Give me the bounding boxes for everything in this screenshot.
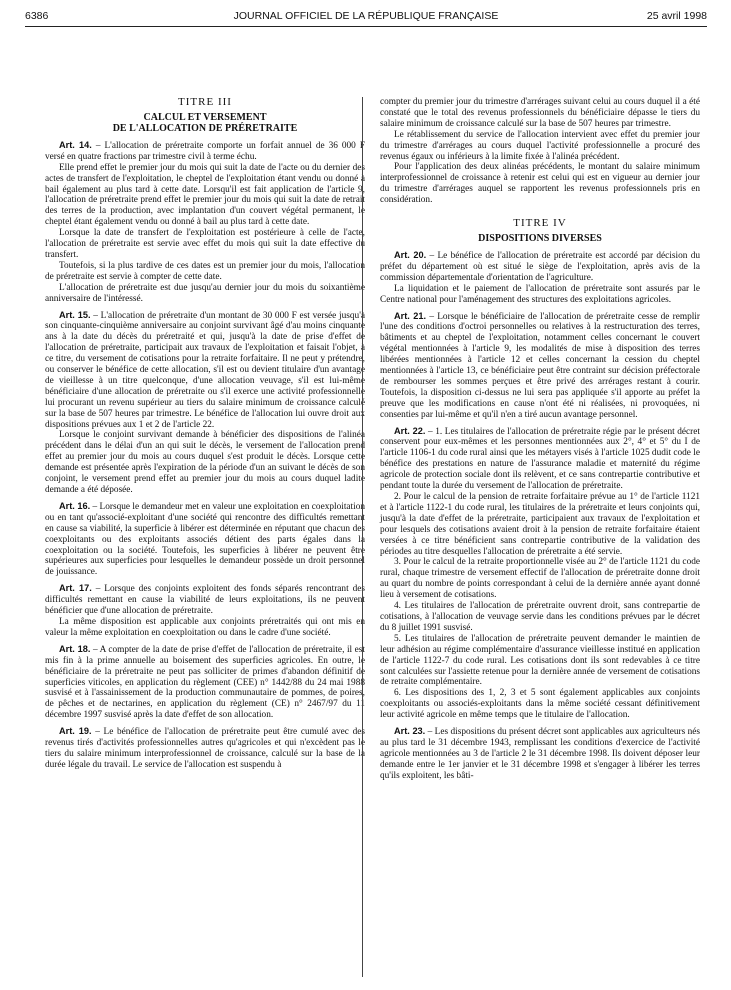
paragraph: 5. Les titulaires de l'allocation de préretraite peuvent demander le maintien de leur adhésion au régime complémentaire d'assurance vieillesse institué en application de l'article 1122-7 du code rural. Les cotisations dont ils sont redevables à ce titre sont calculées sur l'assiette retenue pour la dernière année de versement de cotisations de retraite complémentaire. <box>380 633 700 688</box>
paragraph: 4. Les titulaires de l'allocation de préretraite ouvrent droit, sans contrepartie de cotisations, à l'allocation de veuvage servie dans les conditions prévues par le décret du 8 juillet 1991 susvisé. <box>380 601 700 633</box>
paragraph: Elle prend effet le premier jour du mois qui suit la date de l'acte ou du dernier des actes de transfert de l'exploitation, le cheptel de l'exploitation étant vendu ou donné à bail également au plus tard à cette date. Lorsqu'il est fait application de l'article 9, l'allocation de préretraite prend effet le premier jour du mois qui suit la date de retrait des terres de la production, avec implantation d'un couvert végétal permanent, le cheptel étant également vendu ou donné à bail au plus tard à cette date. <box>45 162 365 228</box>
titre-iv-heading: TITRE IV <box>513 217 567 230</box>
paragraph: Toutefois, si la plus tardive de ces dates est un premier jour du mois, l'allocation de préretraite est servie à compter de cette date. <box>45 260 365 282</box>
article-16: Art. 16. – Lorsque le demandeur met en valeur une exploitation en coexploitation ou en tant qu'associé-exploitant d'une société qui rencontre des difficultés remettant en cause sa viabilité, la superficie à libérer est déterminée en réputant que chacun des coexploitants ou des exploitants associés détient des parts égales dans la coexploitation ou la société. Toutefois, les superficies à libérer ne peuvent être supérieures aux superficies pour lesquelles le demandeur possède un droit personnel de jouissance. <box>45 500 365 578</box>
article-14: Art. 14. – L'allocation de préretraite comporte un forfait annuel de 36 000 F versé en quatre fractions par trimestre civil à terme échu. <box>45 139 365 162</box>
article-17: Art. 17. – Lorsque des conjoints exploitent des fonds séparés rencontrant des difficultés remettant en cause la viabilité de leurs exploitations, ils ne peuvent bénéficier que d'une allocation de préretraite. <box>45 583 365 617</box>
paragraph: L'allocation de préretraite est due jusqu'au dernier jour du mois du soixantième anniversaire de l'intéressé. <box>45 282 365 304</box>
article-label: Art. 16. <box>59 500 91 511</box>
paragraph: 3. Pour le calcul de la retraite proportionnelle visée au 2° de l'article 1121 du code rural, chaque trimestre de versement effectif de l'allocation de préretraite donne droit au quart du nombre de points correspondant à celui de la dernière année ayant donné lieu à versement de cotisations. <box>380 557 700 601</box>
article-19: Art. 19. – Le bénéfice de l'allocation de préretraite peut être cumulé avec des revenus tirés d'activités professionnelles autres qu'agricoles et qui n'excèdent pas le tiers du salaire minimum interprofessionnel de croissance, calculé sur la base de la durée légale du travail. Le service de l'allocation est suspendu à <box>45 726 365 770</box>
paragraph: Lorsque la date de transfert de l'exploitation est postérieure à celle de l'acte, l'allocation de préretraite est servie avec effet du mois qui suit la date effective du transfert. <box>45 228 365 260</box>
left-column <box>45 97 365 771</box>
paragraph: Pour l'application des deux alinéas précédents, le montant du salaire minimum interprofessionnel de croissance à retenir est celui qui est en vigueur au dernier jour du trimestre d'arrérages auquel se rapportent les revenus professionnels pris en considération. <box>380 162 700 206</box>
paragraph: compter du premier jour du trimestre d'arrérages suivant celui au cours duquel il a été constaté que le total des revenus professionnels du bénéficiaire dépasse le tiers du salaire minimum de croissance calculé sur la base de 507 heures par trimestre. <box>380 97 700 129</box>
article-21: Art. 21. – Lorsque le bénéficiaire de l'allocation de préretraite cesse de remplir l'une des conditions d'octroi personnelles ou relatives à la restructuration des terres, bâtiments et au cheptel de l'exploitation, notamment celles concernant le couvert végétal mentionnées à l'article 9, les modalités de mise à disposition des terres libérées mentionnées à l'article 12 et celles concernant la cession du cheptel mentionnées à l'article 13, ce bénéficiaire peut être contraint sur décision préfectorale de rembourser les sommes perçues et être privé des arrérages restant à courir. Toutefois, la disposition ci-dessus ne lui sera pas appliquée s'il apporte au préfet la preuve que les modifications en cause n'ont été ni réalisées, ni provoquées, ni consenties par lui-même et qu'il n'en a tiré aucun avantage personnel. <box>380 310 700 420</box>
header-rule <box>25 26 707 27</box>
right-column <box>380 97 700 782</box>
article-label: Art. 20. <box>394 249 427 260</box>
article-label: Art. 19. <box>59 726 92 737</box>
titre-iii-heading: TITRE III <box>178 96 232 108</box>
paragraph: 6. Les dispositions des 1, 2, 3 et 5 sont également applicables aux conjoints coexploitants ou associés-exploitants dans la même société cessant définitivement leur activité agricole en même temps que le titulaire de l'allocation. <box>380 688 700 721</box>
article-label: Art. 15. <box>59 309 91 320</box>
article-label: Art. 23. <box>394 726 426 737</box>
page-header <box>25 8 707 26</box>
paragraph: Le rétablissement du service de l'allocation intervient avec effet du premier jour du trimestre d'arrérages au cours duquel l'activité professionnelle a procuré des revenus égaux ou inférieurs à la limite fixée à l'alinéa précédent. <box>380 129 700 162</box>
titre-iii-subtitle: CALCUL ET VERSEMENT DE L'ALLOCATION DE PRÉRETRAITE <box>112 111 298 134</box>
paragraph: La liquidation et le paiement de l'allocation de préretraite sont assurés par le Centre national pour l'aménagement des structures des exploitations agricoles. <box>380 283 700 305</box>
article-23: Art. 23. – Les dispositions du présent décret sont applicables aux agriculteurs nés au plus tard le 31 décembre 1943, remplissant les conditions d'exercice de l'activité agricole mentionnées au 3 de l'article 2 le 31 décembre 1998. Ils doivent déposer leur demande entre le 1er janvier et le 31 décembre 1998 et s'engager à libérer les terres qu'ils exploitent, les bâti- <box>380 726 700 781</box>
article-22: Art. 22. – 1. Les titulaires de l'allocation de préretraite régie par le présent décret conservent pour eux-mêmes et les personnes mentionnées aux 2°, 4° et 5° du I de l'article 1106-1 du code rural ainsi que les métayers visés à l'article 1025 dudit code le bénéfice des prestations en nature de l'assurance maladie et maternité du régime agricole de protection sociale dont ils relèvent, et ce sans contrepartie contributive et pendant toute la durée du versement de l'allocation de préretraite. <box>380 425 700 492</box>
page-number: 6386 <box>25 10 49 22</box>
paragraph: 2. Pour le calcul de la pension de retraite forfaitaire prévue au 1° de l'article 1121 et à l'article 1122-1 du code rural, les titulaires de la préretraite et leurs conjoints qui, jusqu'à la date d'effet de la préretraite, participaient aux travaux de l'exploitation et pour lesquels des cotisations avaient droit à la pension de retraite forfaitaire étaient versées à ce titre bénéficient sans contrepartie contributive de la validation des périodes au titre desquelles l'allocation de préretraite a été servie. <box>380 492 700 557</box>
article-label: Art. 17. <box>59 583 92 594</box>
article-label: Art. 21. <box>394 310 427 321</box>
journal-title: JOURNAL OFFICIEL DE LA RÉPUBLIQUE FRANÇAISE <box>233 10 499 22</box>
article-15: Art. 15. – L'allocation de préretraite d'un montant de 30 000 F est versée jusqu'à son cinquante-cinquième anniversaire au conjoint survivant âgé d'au moins cinquante ans à la date du décès du préretraité et qui, jusqu'à la date de prise d'effet de l'allocation de préretraite, participait aux travaux de l'exploitation et faisait l'objet, à ce titre, du versement de cotisations pour la retraite forfaitaire. Il ne peut y prétendre, ou conserver le bénéfice de cette allocation, s'il est ou devient titulaire d'un avantage de vieillesse à un titre quelconque, d'une allocation veuvage, s'il est lui-même bénéficiaire d'une allocation de préretraite ou s'il exerce une activité professionnelle lui procurant un revenu supérieur au tiers du salaire minimum de croissance calculé sur la base de 507 heures par trimestre. Le bénéfice de l'allocation lui ouvre droit aux dispositions prévues aux 1 et 2 de l'article 22. <box>45 309 365 430</box>
article-label: Art. 14. <box>59 139 92 150</box>
titre-iv-subtitle: DISPOSITIONS DIVERSES <box>478 232 602 244</box>
paragraph: Lorsque le conjoint survivant demande à bénéficier des dispositions de l'alinéa précédent dans le délai d'un an qui suit le décès, le versement de l'allocation prend effet au premier jour du mois au cours duquel s'est produit le décès. Lorsque cette demande est présentée après l'expiration de la période d'un an suivant le décès de son conjoint, le versement prend effet au premier jour du mois au cours duquel ladite demande a été déposée. <box>45 430 365 495</box>
column-divider <box>362 97 363 977</box>
article-20: Art. 20. – Le bénéfice de l'allocation de préretraite est accordé par décision du préfet du département où est situé le siège de l'exploitation, après avis de la commission départementale d'orientation de l'agriculture. <box>380 249 700 283</box>
article-18: Art. 18. – A compter de la date de prise d'effet de l'allocation de préretraite, il est mis fin à la prime annuelle au boisement des superficies agricoles. En outre, le bénéficiaire de la préretraite ne peut pas solliciter de primes d'abandon définitif de superficies viticoles, en application du règlement (CEE) n° 1442/88 du 24 mai 1988 susvisé et à l'assainissement de la production communautaire de pommes, de poires, de pêches et de nectarines, en application du règlement (CE) n° 2467/97 du 11 décembre 1997 susvisé après la date d'effet de son allocation. <box>45 643 365 721</box>
paragraph: La même disposition est applicable aux conjoints préretraités qui ont mis en valeur la même exploitation en coexploitation ou dans le cadre d'une société. <box>45 616 365 638</box>
article-label: Art. 22. <box>394 425 426 436</box>
publication-date: 25 avril 1998 <box>646 10 707 22</box>
article-label: Art. 18. <box>59 643 91 654</box>
